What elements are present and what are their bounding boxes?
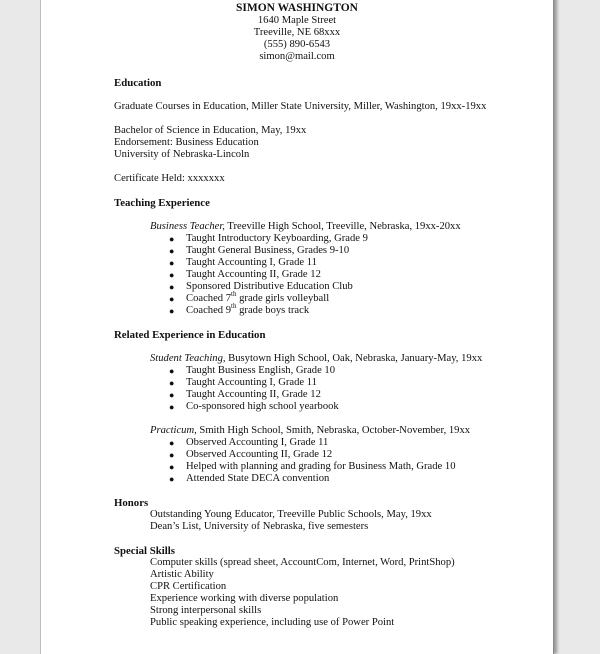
bullet-icon: ● bbox=[169, 366, 175, 376]
education-heading: Education bbox=[114, 77, 162, 89]
bullet-icon: ● bbox=[169, 474, 175, 484]
skill-item: Public speaking experience, including use of Power Point bbox=[150, 617, 395, 628]
bullet-icon: ● bbox=[169, 402, 175, 412]
education-endorsement: Endorsement: Business Education bbox=[114, 137, 259, 148]
skills-heading: Special Skills bbox=[114, 545, 175, 557]
bullet-icon: ● bbox=[169, 450, 175, 460]
teaching-heading: Teaching Experience bbox=[114, 197, 210, 209]
teaching-place: Treeville High School, Treeville, Nebraska, 19xx-20xx bbox=[224, 221, 461, 232]
skill-item: Artistic Ability bbox=[150, 569, 214, 580]
phone-number: (555) 890-6543 bbox=[263, 39, 331, 50]
bullet-icon: ● bbox=[169, 258, 175, 268]
teaching-position bbox=[150, 221, 461, 233]
resume-header bbox=[41, 2, 553, 63]
honor-item: Outstanding Young Educator, Treeville Public Schools, May, 19xx bbox=[150, 509, 432, 520]
bullet-icon: ● bbox=[169, 282, 175, 292]
bullet-icon: ● bbox=[169, 270, 175, 280]
practicum-position: Practicum, Smith High School, Smith, Nebraska, October-November, 19xx bbox=[150, 425, 471, 436]
education-degree: Bachelor of Science in Education, May, 19xx bbox=[114, 125, 307, 136]
bullet-icon: ● bbox=[169, 234, 175, 244]
student-teaching-position: Student Teaching, Busytown High School, Oak, Nebraska, January-May, 19xx bbox=[150, 353, 483, 364]
email-address: simon@mail.com bbox=[259, 51, 335, 62]
address-street: 1640 Maple Street bbox=[257, 15, 337, 26]
address-city: Treeville, NE 68xxx bbox=[253, 27, 341, 38]
related-heading: Related Experience in Education bbox=[114, 329, 266, 341]
bullet-icon: ● bbox=[169, 462, 175, 472]
bullet-icon: ● bbox=[169, 438, 175, 448]
bullet-icon: ● bbox=[169, 306, 175, 316]
skill-item: Computer skills (spread sheet, AccountCom, Internet, Word, PrintShop) bbox=[150, 557, 455, 568]
bullet-icon: ● bbox=[169, 390, 175, 400]
bullet-icon: ● bbox=[169, 378, 175, 388]
honor-item: Dean’s List, University of Nebraska, five semesters bbox=[150, 521, 369, 532]
skill-item: Experience working with diverse population bbox=[150, 593, 339, 604]
bullet-icon: ● bbox=[169, 294, 175, 304]
teaching-role: Business Teacher, bbox=[150, 221, 225, 232]
education-school: University of Nebraska-Lincoln bbox=[114, 149, 250, 160]
education-certificate: Certificate Held: xxxxxxx bbox=[114, 173, 225, 184]
skill-item: Strong interpersonal skills bbox=[150, 605, 262, 616]
candidate-name: SIMON WASHINGTON bbox=[236, 2, 358, 14]
education-graduate: Graduate Courses in Education, Miller State University, Miller, Washington, 19xx-19xx bbox=[114, 101, 487, 112]
bullet-icon: ● bbox=[169, 246, 175, 256]
resume-page: SIMON WASHINGTON 1640 Maple Street Treeville, NE 68xxx (555) 890-6543 simon@mail.com Education Graduate Courses in Education, Miller State University, Miller, Washington, 19xx-19xx Bachelor of Science in Education, May, 19xx Endorsement: Business Education University of Nebraska-Lincoln Certificate Held: xxxxxxx Teaching Experience Business Teacher, Treeville High School, Treeville, Nebraska, 19xx-20xx ● Taught Introductory Keyboarding, Grade 9 ● Taught General Business, Grades 9-10 ● Taught Accounting I, Grade 11 ● Taught Accounting II, Grade 12 ● Sponsored Distributive Education Club ● Coached 7th grade girls volleyball ● Coached 9th grade boys track Related Experience in Education Student Teaching, Busytown High School, Oak, Nebraska, January-May, 19xx ● Taught Business English, Grade 10 ● Taught Accounting I, Grade 11 ● Taught Accounting II, Grade 12 ● Co-sponsored high school yearbook Practicum, Smith High School, Smith, Nebraska, October-November, 19xx ● Observed Accounting I, Grade 11 ● Observed Accounting II, Grade 12 ● Helped with planning and grading for Business Math, Grade 10 ● Attended State DECA convention Honors Outstanding Young Educator, Treeville Public Schools, May, 19xx Dean’s List, University of Nebraska, five semesters Special Skills Computer skills (spread sheet, AccountCom, Internet, Word, PrintShop) Artistic Ability CPR Certification Experience working with diverse population Strong interpersonal skills Public speaking experience, including use of Power Point bbox=[40, 0, 554, 654]
honors-heading: Honors bbox=[114, 497, 149, 509]
skill-item: CPR Certification bbox=[150, 581, 227, 592]
